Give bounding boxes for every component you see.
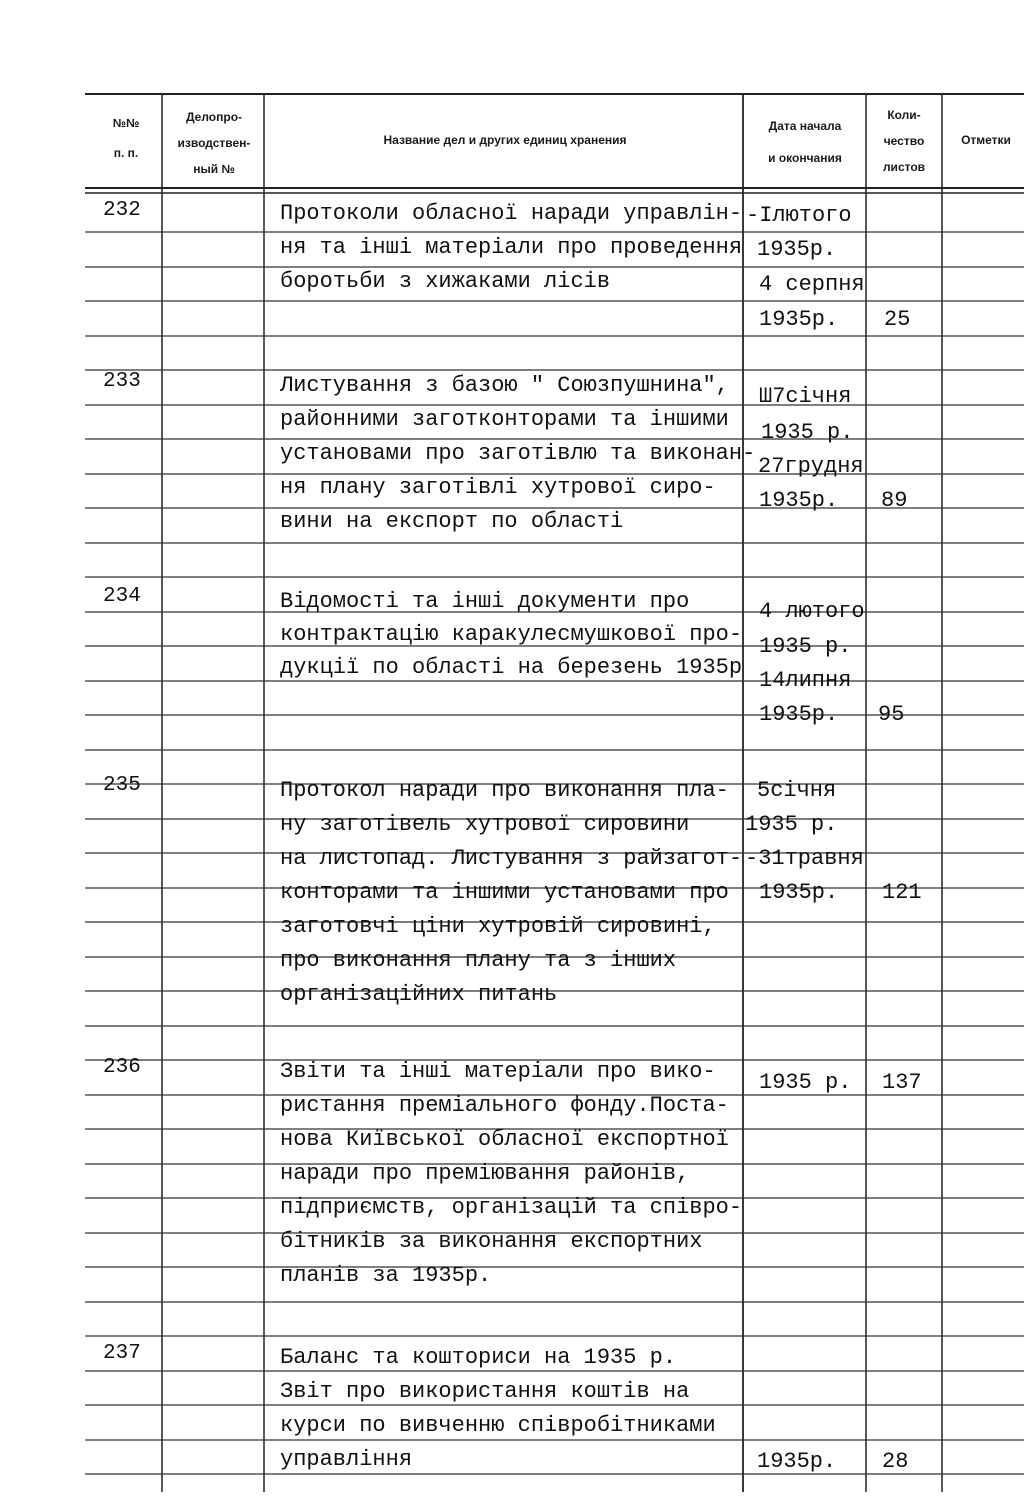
record-title-line: Протоколи обласної наради управлін- — [280, 201, 743, 226]
record-title-line: бітників за виконання експортних — [280, 1229, 703, 1254]
record-sheets: 121 — [882, 880, 922, 905]
record-date-line: -31травня — [745, 846, 864, 871]
header-col-notes: Отметки — [961, 133, 1011, 147]
record-number: 237 — [103, 1342, 141, 1365]
record-date-line: 1935р. — [759, 307, 839, 332]
record-title-line: Звіти та інші матеріали про вико- — [280, 1059, 716, 1084]
record-date-line: 1935р. — [759, 702, 839, 727]
record-title-line: управління — [280, 1447, 413, 1472]
record-title-line: районними заготконторами та іншими — [280, 407, 729, 432]
record-title-line: на листопад. Листування з райзагот- — [280, 846, 743, 871]
record-date-line: 1935р. — [759, 880, 839, 905]
record-date-line: 1935 р. — [759, 1070, 852, 1095]
record-title-line: Відомості та інші документи про — [280, 589, 690, 614]
record-title-line: нова Київської обласної експортної — [280, 1127, 729, 1152]
record-title-line: Протокол наради про виконання пла- — [280, 778, 729, 803]
record-number: 233 — [103, 370, 141, 393]
record-title-line: контрактацію каракулесмушкової про- — [280, 622, 743, 647]
header-col-title: Название дел и других единиц хранения — [383, 133, 627, 147]
record-title-line: Звіт про використання коштів на — [280, 1379, 690, 1404]
header-col-sheets: Коли- чество листов — [882, 108, 926, 174]
record-title-line: ристання преміального фонду.Поста- — [280, 1093, 729, 1118]
record-title-line: підприємств, організацій та співро- — [280, 1195, 743, 1220]
record-title-line: ня плану заготівлі хутрової сиро- — [280, 475, 716, 500]
record-sheets: 95 — [878, 702, 905, 727]
header-col-dates: Дата начала и окончания — [768, 119, 842, 165]
record-date-line: 5січня — [757, 778, 837, 803]
record-title-line: заготовчі ціни хутровій сировині, — [280, 914, 716, 939]
record-date-line: 1935р. — [757, 1449, 837, 1474]
record-number: 232 — [103, 199, 141, 222]
header-col-office-number: Делопро- изводствен- ный № — [177, 110, 251, 176]
header-col-number: №№ п. п. — [112, 116, 140, 160]
record-number: 234 — [103, 585, 141, 608]
record-date-line: 1935р. — [757, 237, 837, 262]
record-title-line: ня та інші матеріали про проведення — [280, 235, 743, 260]
record-sheets: 89 — [881, 488, 908, 513]
record-date-line: 4 лютого — [759, 599, 865, 624]
record-number: 236 — [103, 1056, 141, 1079]
record-number: 235 — [103, 774, 141, 797]
record-title-line: Баланс та кошториси на 1935 р. — [280, 1345, 677, 1370]
record-title-line: установами про заготівлю та виконан- — [280, 441, 756, 466]
record-date-line: 14липня — [759, 668, 852, 693]
record-date-line: 1935 р. — [759, 634, 852, 659]
record-title-line: про виконання плану та з інших — [280, 948, 677, 973]
record-title-line: організаційних питань — [280, 982, 558, 1007]
record-title-line: Листування з базою " Союзпушнина", — [280, 373, 729, 398]
record-title-line: планів за 1935р. — [280, 1263, 492, 1288]
record-sheets: 137 — [882, 1070, 922, 1095]
record-date-line: 27грудня — [758, 454, 864, 479]
record-title-line: курси по вивченню співробітниками — [280, 1413, 716, 1438]
record-title-line: боротьби з хижаками лісів — [280, 269, 611, 294]
record-title-line: наради про преміювання районів, — [280, 1161, 690, 1186]
record-title-line: вини на експорт по області — [280, 509, 624, 534]
record-title-line: ну заготівель хутрової сировини — [280, 812, 690, 837]
record-date-line: 1935 р. — [761, 420, 854, 445]
record-date-line: 4 серпня — [759, 272, 865, 297]
record-title-line: конторами та іншими установами про — [280, 880, 729, 905]
record-date-line: 1935 р. — [745, 812, 838, 837]
record-sheets: 28 — [882, 1449, 909, 1474]
record-date-line: 1935р. — [759, 488, 839, 513]
record-sheets: 25 — [884, 307, 911, 332]
record-date-line: Ш7січня — [759, 384, 852, 409]
record-title-line: дукції по області на березень 1935р — [280, 655, 743, 680]
record-date-line: -Ілютого — [746, 203, 852, 228]
